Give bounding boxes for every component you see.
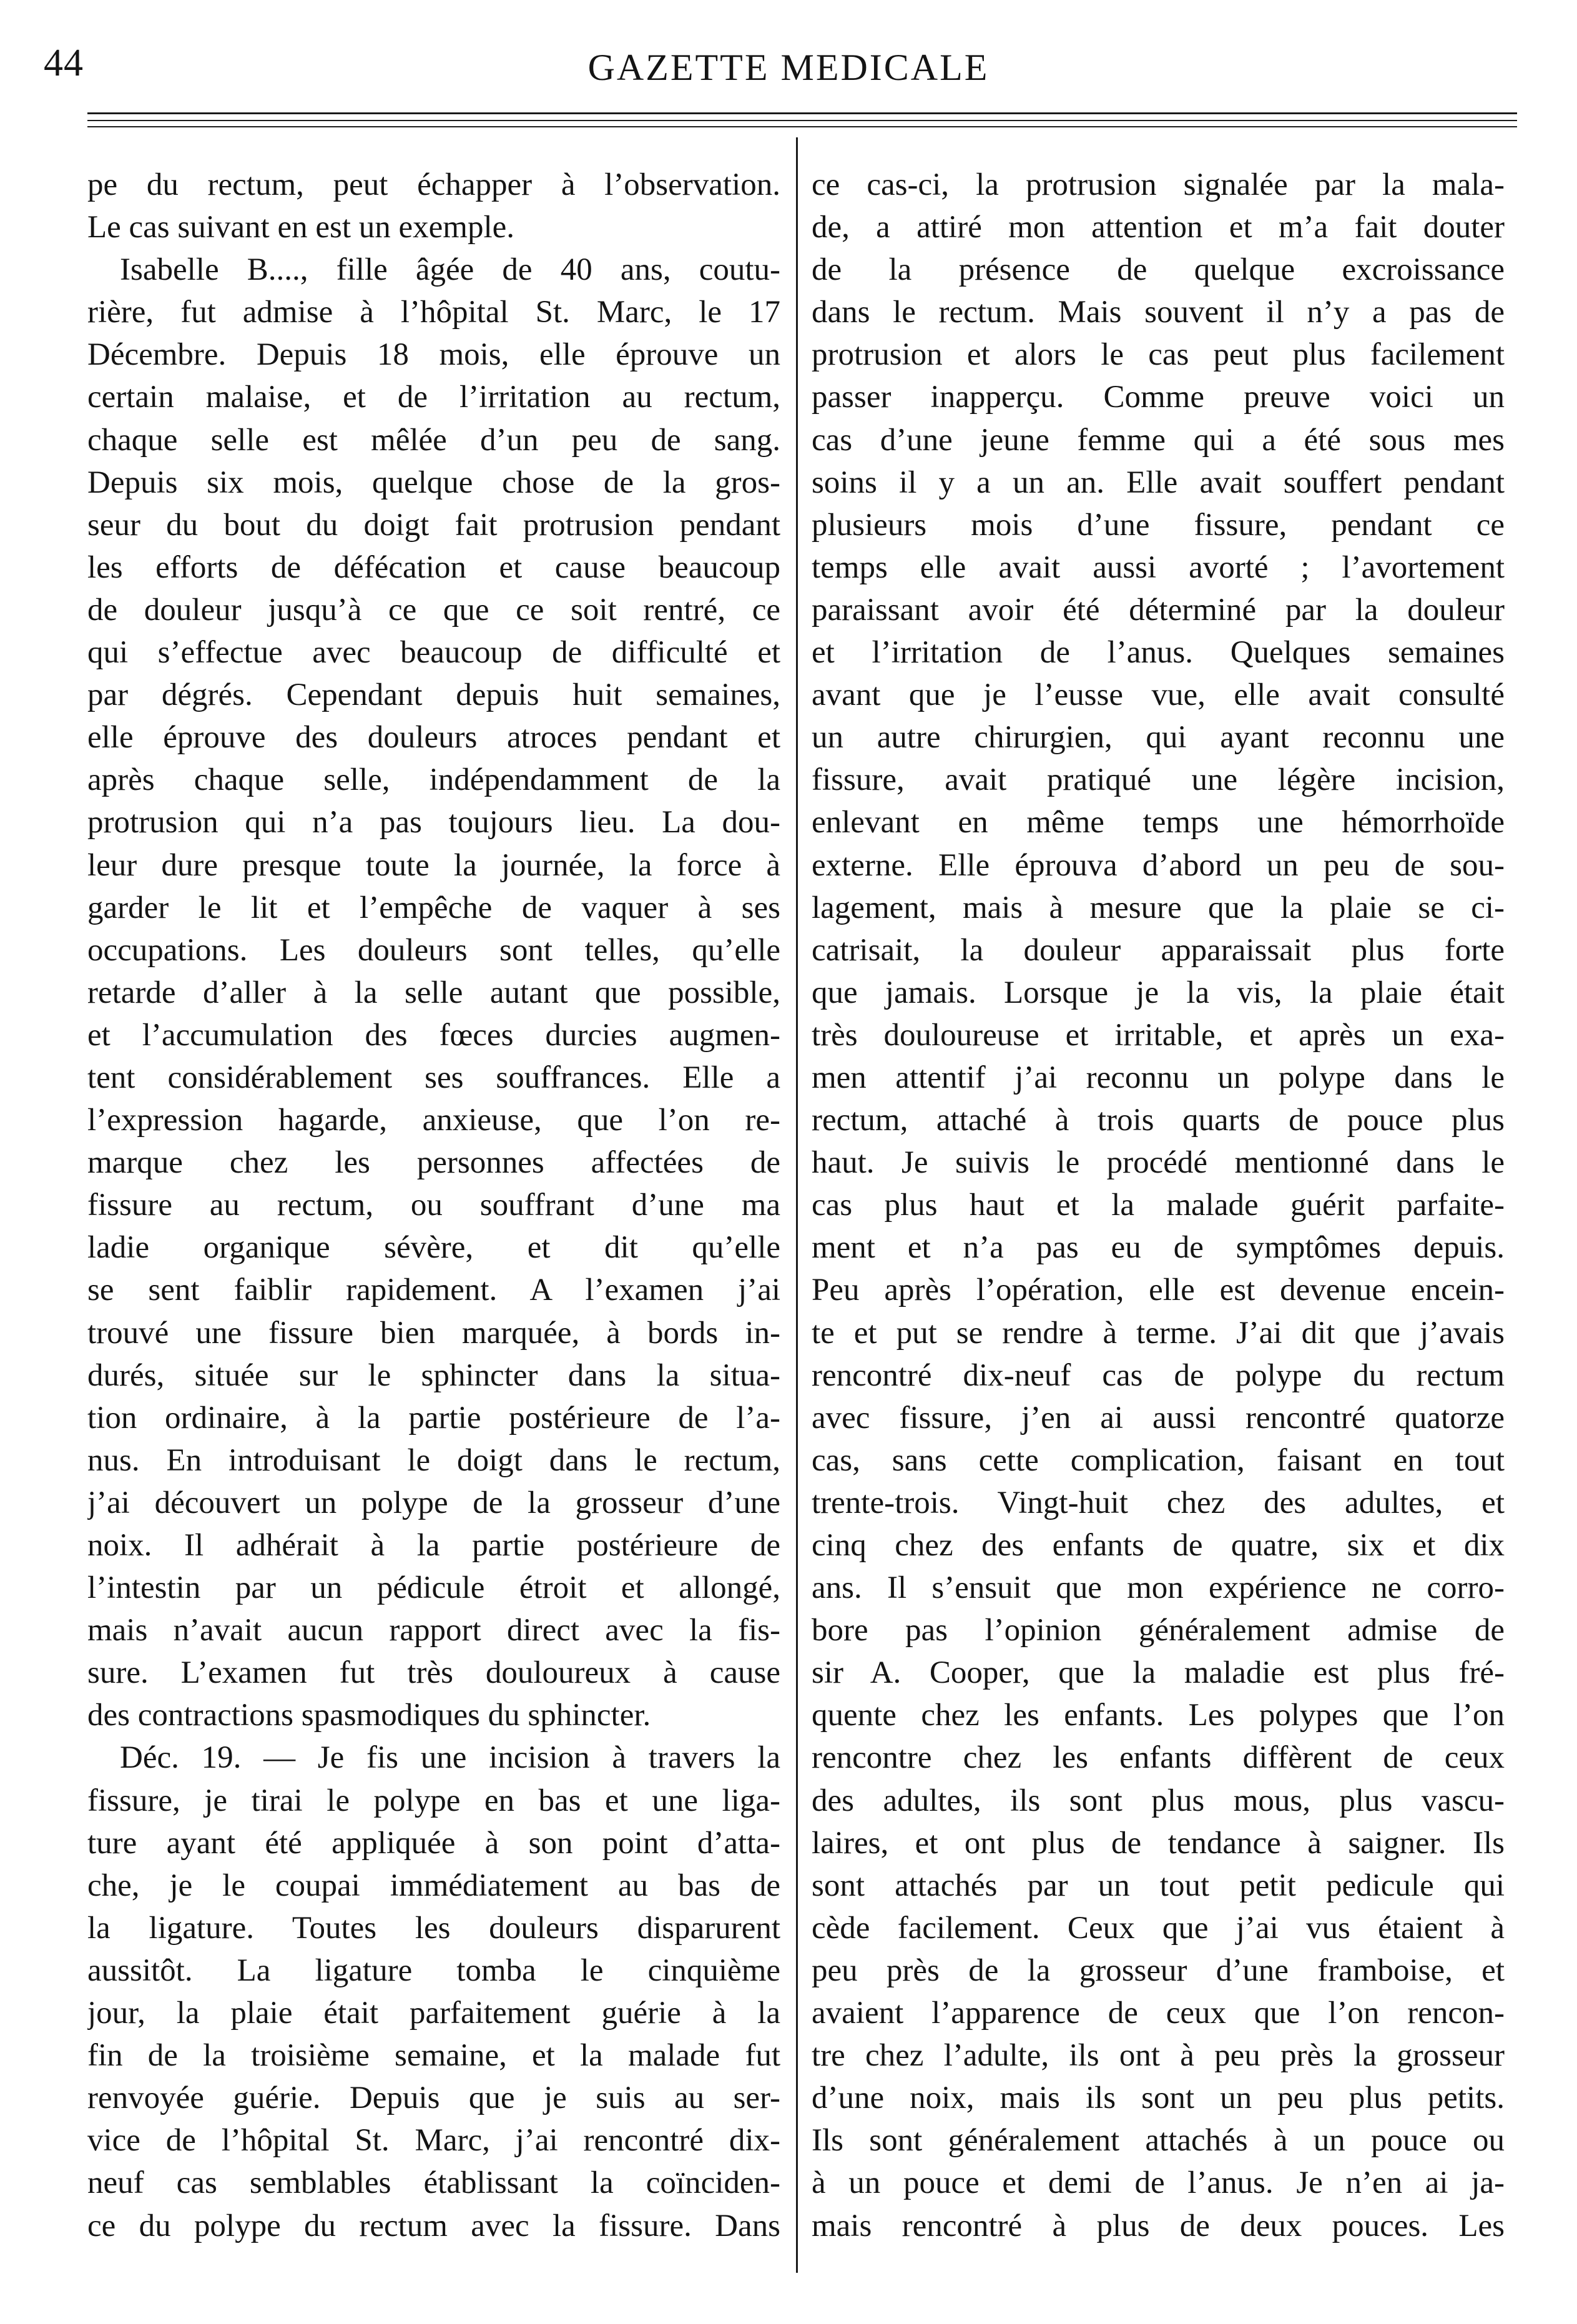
text-line: rière, fut admise à l’hôpital St. Marc, le 17 [87, 295, 780, 330]
text-line: rencontré dix-neuf cas de polype du rectum [812, 1357, 1505, 1393]
text-line: retarde d’aller à la selle autant que possible, [87, 975, 780, 1010]
journal-title: GAZETTE MEDICALE [587, 47, 990, 88]
text-line: Isabelle B...., fille âgée de 40 ans, coutu- [120, 252, 780, 288]
text-line: soins il y a un an. Elle avait souffert pendant [812, 465, 1505, 500]
text-line: un autre chirurgien, qui ayant reconnu une [812, 720, 1505, 756]
text-line: sont attachés par un tout petit pedicule qui [812, 1868, 1505, 1903]
text-line: tent considérablement ses souffrances. Elle a [87, 1060, 780, 1095]
text-line: temps elle avait aussi avorté ; l’avortement [812, 549, 1505, 585]
text-line: se sent faiblir rapidement. A l’examen j’ai [87, 1273, 780, 1308]
text-line: avant que je l’eusse vue, elle avait consulté [812, 677, 1505, 713]
text-line: fin de la troisième semaine, et la malade fut [87, 2038, 780, 2074]
text-line: cas d’une jeune femme qui a été sous mes [812, 422, 1505, 458]
text-line: cinq chez des enfants de quatre, six et dix [812, 1528, 1505, 1563]
text-line: mais rencontré à plus de deux pouces. Les [812, 2208, 1505, 2243]
text-line: tre chez l’adulte, ils ont à peu près la grosseur [812, 2038, 1505, 2074]
text-line: que jamais. Lorsque je la vis, la plaie était [812, 975, 1505, 1010]
text-line: externe. Elle éprouva d’abord un peu de sou- [812, 847, 1505, 883]
text-line: chaque selle est mêlée d’un peu de sang. [87, 422, 780, 458]
text-line: protrusion qui n’a pas toujours lieu. La dou- [87, 805, 780, 840]
text-line: occupations. Les douleurs sont telles, qu’elle [87, 932, 780, 968]
text-line: peu près de la grosseur d’une framboise, et [812, 1952, 1505, 1988]
text-line: bore pas l’opinion généralement admise de [812, 1613, 1505, 1648]
text-line: leur dure presque toute la journée, la force à [87, 847, 780, 883]
text-line: haut. Je suivis le procédé mentionné dans le [812, 1145, 1505, 1181]
text-line: Depuis six mois, quelque chose de la gros- [87, 465, 780, 500]
text-line: dans le rectum. Mais souvent il n’y a pas de [812, 295, 1505, 330]
text-line: par dégrés. Cependant depuis huit semaines, [87, 677, 780, 713]
text-line: lagement, mais à mesure que la plaie se ci- [812, 890, 1505, 925]
text-line: très douloureuse et irritable, et après un exa- [812, 1017, 1505, 1053]
text-line: les efforts de défécation et cause beaucoup [87, 549, 780, 585]
text-line: trouvé une fissure bien marquée, à bords in- [87, 1315, 780, 1351]
text-line: à un pouce et demi de l’anus. Je n’en ai ja- [812, 2165, 1505, 2201]
text-line: ans. Il s’ensuit que mon expérience ne corro- [812, 1570, 1505, 1606]
text-line: quente chez les enfants. Les polypes que l’on [812, 1698, 1505, 1733]
text-line: nus. En introduisant le doigt dans le rectum, [87, 1442, 780, 1478]
text-line: jour, la plaie était parfaitement guérie à la [87, 1996, 780, 2031]
text-line: cas, sans cette complication, faisant en tout [812, 1442, 1505, 1478]
header-rule-middle [87, 120, 1517, 121]
text-line: seur du bout du doigt fait protrusion pendant [87, 507, 780, 543]
text-line: sure. L’examen fut très douloureux à cause [87, 1655, 780, 1691]
text-line: elle éprouve des douleurs atroces pendant et [87, 720, 780, 756]
text-line: avec fissure, j’en ai aussi rencontré quatorze [812, 1400, 1505, 1435]
text-line: et l’irritation de l’anus. Quelques semaines [812, 635, 1505, 671]
column-divider [796, 137, 798, 2273]
text-line: fissure au rectum, ou souffrant d’une ma [87, 1188, 780, 1223]
text-line: aussitôt. La ligature tomba le cinquième [87, 1952, 780, 1988]
left-column [87, 164, 780, 2247]
text-line: de la présence de quelque excroissance [812, 252, 1505, 288]
text-line: avaient l’apparence de ceux que l’on rencon- [812, 1996, 1505, 2031]
text-line: Déc. 19. — Je fis une incision à travers la [120, 1740, 780, 1776]
text-line: j’ai découvert un polype de la grosseur d’une [87, 1485, 780, 1520]
text-line: ce du polype du rectum avec la fissure. Dans [87, 2208, 780, 2243]
text-line: garder le lit et l’empêche de vaquer à ses [87, 890, 780, 925]
text-line: laires, et ont plus de tendance à saigner. Ils [812, 1825, 1505, 1861]
text-line: ment et n’a pas eu de symptômes depuis. [812, 1230, 1505, 1266]
text-line: neuf cas semblables établissant la coïnciden- [87, 2165, 780, 2201]
text-line: certain malaise, et de l’irritation au rectum, [87, 380, 780, 415]
page-number: 44 [44, 42, 84, 84]
text-line: la ligature. Toutes les douleurs disparurent [87, 1910, 780, 1946]
text-line: enlevant en même temps une hémorrhoïde [812, 805, 1505, 840]
text-line: noix. Il adhérait à la partie postérieure de [87, 1528, 780, 1563]
text-line: te et put se rendre à terme. J’ai dit que j’avais [812, 1315, 1505, 1351]
text-line: tion ordinaire, à la partie postérieure de l’a- [87, 1400, 780, 1435]
text-line: l’intestin par un pédicule étroit et allongé, [87, 1570, 780, 1606]
text-line: ture ayant été appliquée à son point d’atta- [87, 1825, 780, 1861]
text-line: marque chez les personnes affectées de [87, 1145, 780, 1181]
text-line: catrisait, la douleur apparaissait plus forte [812, 932, 1505, 968]
text-line: durés, située sur le sphincter dans la situa- [87, 1357, 780, 1393]
text-line: che, je le coupai immédiatement au bas de [87, 1868, 780, 1903]
text-line: renvoyée guérie. Depuis que je suis au ser- [87, 2080, 780, 2116]
text-line: ce cas-ci, la protrusion signalée par la mala- [812, 167, 1505, 202]
text-line: trente-trois. Vingt-huit chez des adultes, et [812, 1485, 1505, 1520]
text-line: rencontre chez les enfants diffèrent de ceux [812, 1740, 1505, 1776]
text-line: fissure, je tirai le polype en bas et une liga- [87, 1783, 780, 1818]
header-rule-top [87, 112, 1517, 114]
text-line: de, a attiré mon attention et m’a fait douter [812, 210, 1505, 245]
text-line: l’expression hagarde, anxieuse, que l’on re- [87, 1103, 780, 1138]
text-line: passer inapperçu. Comme preuve voici un [812, 380, 1505, 415]
text-line: men attentif j’ai reconnu un polype dans le [812, 1060, 1505, 1095]
text-line: mais n’avait aucun rapport direct avec la fis- [87, 1613, 780, 1648]
text-line: de douleur jusqu’à ce que ce soit rentré, ce [87, 592, 780, 628]
text-line: Ils sont généralement attachés à un pouce ou [812, 2123, 1505, 2159]
text-line: et l’accumulation des fœces durcies augmen- [87, 1017, 780, 1053]
text-line: protrusion et alors le cas peut plus facilement [812, 337, 1505, 373]
header-rule-bottom [87, 126, 1517, 127]
text-line: Peu après l’opération, elle est devenue encein- [812, 1273, 1505, 1308]
text-line: Le cas suivant en est un exemple. [87, 210, 515, 245]
text-line: après chaque selle, indépendamment de la [87, 762, 780, 798]
text-line: ladie organique sévère, et dit qu’elle [87, 1230, 780, 1266]
text-line: sir A. Cooper, que la maladie est plus fré- [812, 1655, 1505, 1691]
text-line: des contractions spasmodiques du sphincter. [87, 1698, 651, 1733]
text-line: fissure, avait pratiqué une légère incision, [812, 762, 1505, 798]
text-line: cas plus haut et la malade guérit parfaite- [812, 1188, 1505, 1223]
text-line: Décembre. Depuis 18 mois, elle éprouve un [87, 337, 780, 373]
text-line: plusieurs mois d’une fissure, pendant ce [812, 507, 1505, 543]
text-line: cède facilement. Ceux que j’ai vus étaient à [812, 1910, 1505, 1946]
text-line: d’une noix, mais ils sont un peu plus petits. [812, 2080, 1505, 2116]
text-line: vice de l’hôpital St. Marc, j’ai rencontré dix- [87, 2123, 780, 2159]
text-line: des adultes, ils sont plus mous, plus vascu- [812, 1783, 1505, 1818]
text-line: pe du rectum, peut échapper à l’observation. [87, 167, 780, 202]
text-line: paraissant avoir été déterminé par la douleur [812, 592, 1505, 628]
text-line: qui s’effectue avec beaucoup de difficulté et [87, 635, 780, 671]
right-column [812, 164, 1505, 2247]
text-line: rectum, attaché à trois quarts de pouce plus [812, 1103, 1505, 1138]
